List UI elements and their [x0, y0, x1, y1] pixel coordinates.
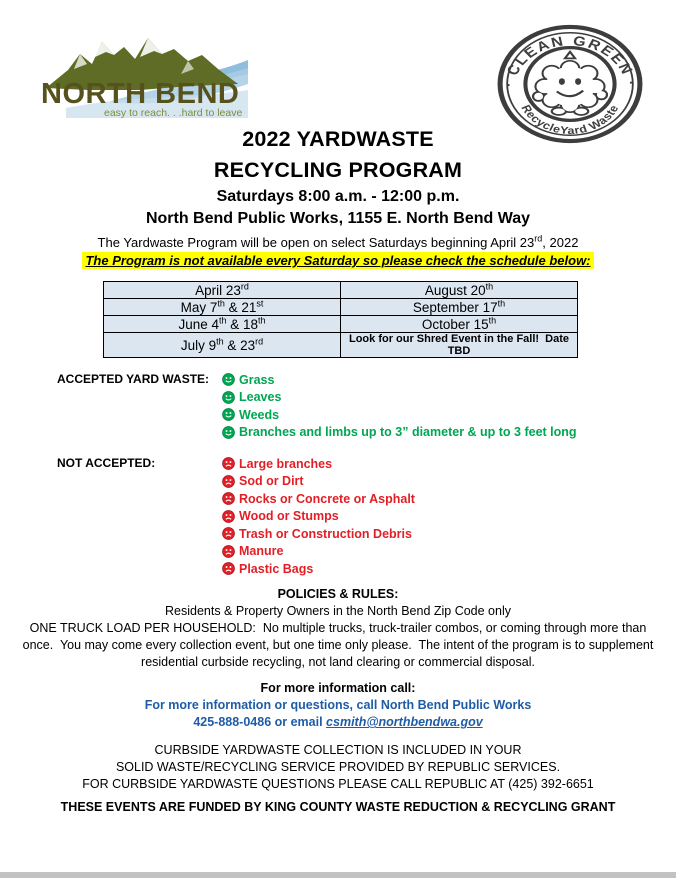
not-accepted-section — [57, 455, 415, 578]
policies-line2: ONE TRUCK LOAD PER HOUSEHOLD: No multiple trucks, truck-trailer combos, or coming through more than once. You may come every collection event, but one time only please. The intent of the program is to supplement residential curbside recycling, not land clearing or commercial disposal. — [22, 621, 657, 669]
policies-section — [14, 586, 662, 671]
list-item: Plastic Bags — [222, 560, 415, 578]
north-bend-tagline: easy to reach. . .hard to leave — [104, 107, 243, 118]
frown-icon — [222, 545, 235, 558]
schedule-table — [103, 281, 578, 358]
north-bend-wordmark: NORTH BEND — [41, 78, 240, 110]
schedule-cell: July 9th & 23rd — [104, 333, 341, 358]
schedule-cell: April 23rd — [104, 282, 341, 299]
list-item: Manure — [222, 543, 415, 561]
table-row — [104, 282, 578, 299]
email-link[interactable]: csmith@northbendwa.gov — [326, 715, 483, 729]
frown-icon — [222, 527, 235, 540]
contact-section — [0, 680, 676, 731]
list-item: Sod or Dirt — [222, 473, 415, 491]
smile-icon — [222, 373, 235, 386]
frown-icon — [222, 475, 235, 488]
list-item: Wood or Stumps — [222, 508, 415, 526]
list-item: Grass — [222, 371, 577, 389]
not-accepted-items — [222, 455, 415, 578]
smile-icon — [222, 408, 235, 421]
schedule-cell: September 17th — [341, 299, 578, 316]
funding-statement: THESE EVENTS ARE FUNDED BY KING COUNTY WASTE REDUCTION & RECYCLING GRANT — [60, 800, 616, 814]
list-item: Branches and limbs up to 3” diameter & up to 3 feet long — [222, 424, 577, 442]
list-item: Rocks or Concrete or Asphalt — [222, 490, 415, 508]
contact-line1: For more information or questions, call North Bend Public Works — [144, 698, 532, 712]
accepted-items — [222, 371, 577, 441]
list-item: Weeds — [222, 406, 577, 424]
shred-event-note: Look for our Shred Event in the Fall! Date TBD — [341, 333, 578, 358]
list-item: Trash or Construction Debris — [222, 525, 415, 543]
contact-line2: 425-888-0486 or email csmith@northbendwa.gov — [193, 715, 483, 729]
table-row — [104, 299, 578, 316]
schedule-cell: October 15th — [341, 316, 578, 333]
leaf-mascot-icon — [533, 52, 607, 115]
horizontal-scrollbar[interactable] — [0, 872, 676, 878]
schedule-cell: June 4th & 18th — [104, 316, 341, 333]
table-row — [104, 333, 578, 358]
republic-line1: CURBSIDE YARDWASTE COLLECTION IS INCLUDED IN YOUR — [154, 743, 522, 757]
highlighted-warning: The Program is not available every Saturday so please check the schedule below: — [82, 252, 593, 269]
intro-block — [0, 234, 676, 269]
schedule-cell: May 7th & 21st — [104, 299, 341, 316]
accepted-label: ACCEPTED YARD WASTE: — [57, 372, 210, 386]
not-accepted-label: NOT ACCEPTED: — [57, 456, 156, 470]
north-bend-logo — [40, 24, 248, 118]
frown-icon — [222, 492, 235, 505]
location-line: North Bend Public Works, 1155 E. North Bend Way — [145, 210, 531, 227]
stamp-top-arc-text: · CLEAN GREEN · — [500, 34, 640, 89]
smile-icon — [222, 426, 235, 439]
page-title-line2: RECYCLING PROGRAM — [213, 158, 463, 182]
republic-line3: FOR CURBSIDE YARDWASTE QUESTIONS PLEASE CALL REPUBLIC AT (425) 392-6651 — [82, 777, 594, 791]
table-row — [104, 316, 578, 333]
contact-heading: For more information call: — [260, 681, 416, 695]
title-block — [0, 124, 676, 230]
policies-line1: Residents & Property Owners in the North Bend Zip Code only — [164, 604, 511, 618]
page-title-line1: 2022 YARDWASTE — [242, 127, 434, 151]
policies-heading: POLICIES & RULES: — [277, 587, 399, 601]
frown-icon — [222, 510, 235, 523]
intro-line: The Yardwaste Program will be open on select Saturdays beginning April 23rd, 2022 — [97, 233, 579, 250]
hours-line: Saturdays 8:00 a.m. - 12:00 p.m. — [216, 188, 460, 205]
list-item: Leaves — [222, 389, 577, 407]
smile-icon — [222, 391, 235, 404]
frown-icon — [222, 457, 235, 470]
stamp-bottom-arc-text: RecycleYard Waste — [518, 103, 622, 137]
republic-line2: SOLID WASTE/RECYCLING SERVICE PROVIDED BY REPUBLIC SERVICES. — [115, 760, 561, 774]
list-item: Large branches — [222, 455, 415, 473]
accepted-section — [57, 371, 577, 441]
republic-section — [0, 742, 676, 793]
frown-icon — [222, 562, 235, 575]
schedule-cell: August 20th — [341, 282, 578, 299]
